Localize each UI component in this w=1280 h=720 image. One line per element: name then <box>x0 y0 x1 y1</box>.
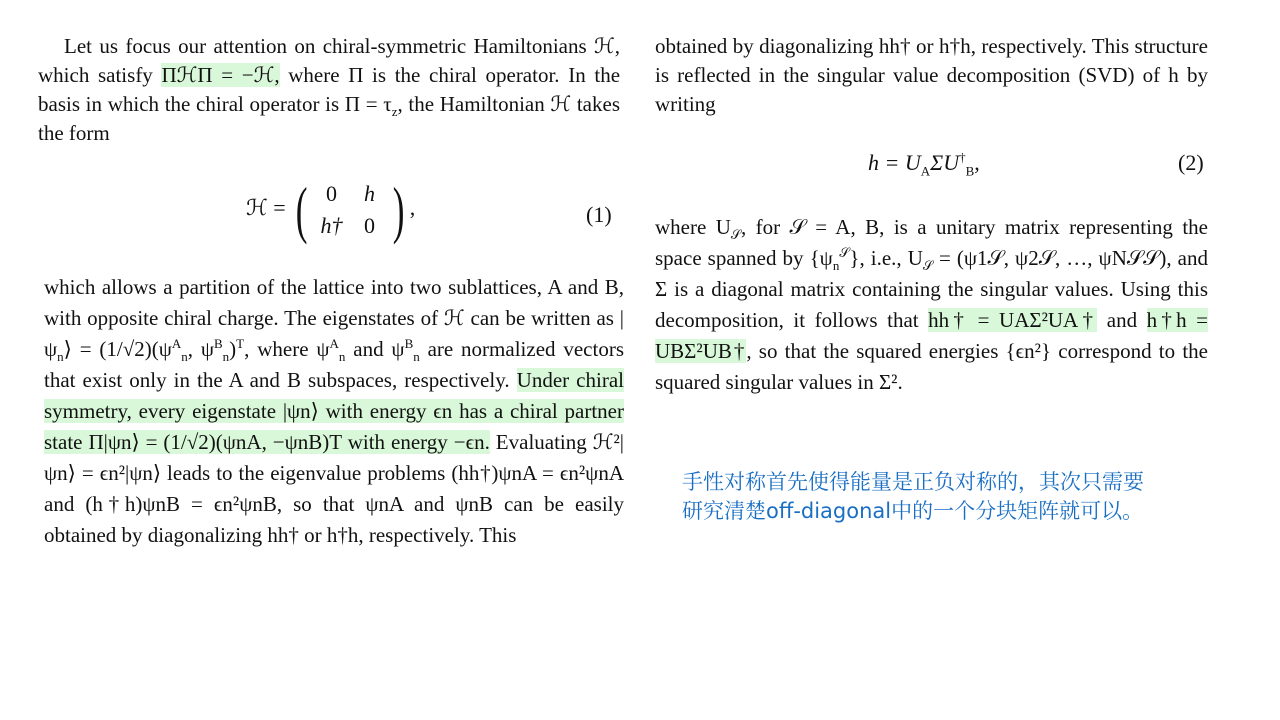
eq1-tail: , <box>409 195 416 221</box>
tau-subscript: z <box>391 104 398 120</box>
left-second-paragraph <box>44 272 624 551</box>
sub-n2: n <box>222 349 230 365</box>
eq2-mid: ΣU <box>930 150 960 175</box>
eq2-dag: † <box>959 149 966 165</box>
intro-line-1: Let us focus our attention on chiral-symmetric <box>64 34 467 58</box>
rp2-10: , so that the squared energies {ϵn²} correspond to the squared singular values in Σ². <box>655 339 1208 394</box>
eq2-tail: , <box>974 150 980 175</box>
rp2-4: n <box>832 258 840 274</box>
sub-n4: n <box>413 349 420 365</box>
rp2-6: }, i.e., U <box>849 246 923 270</box>
right-para1: obtained by diagonalizing hh† or h†h, respectively. This structure is reflected in the singular value decomposition (SVD) of h by writing <box>655 34 1208 116</box>
sub-n1: n <box>181 349 188 365</box>
intro-line-4: , the Hamiltonian ℋ takes the form <box>38 92 620 145</box>
note-line-2: 研究清楚off-diagonal中的一个分块矩阵就可以。 <box>682 499 1144 523</box>
right-first-paragraph <box>655 32 1208 119</box>
annotation-note <box>682 468 1222 526</box>
psi-n-sub: n <box>57 349 64 365</box>
sup-b2: B <box>404 336 414 351</box>
chiral-partner-highlight: Under chiral symmetry, every eigenstate |ψn⟩ with energy ϵn has a chiral partner state Π|ψn⟩ = (1/√2)(ψnA, −ψnB)T with energy −ϵn. <box>44 368 624 454</box>
m22: 0 <box>363 213 375 238</box>
m21: h† <box>320 213 343 238</box>
sup-a2: A <box>329 336 339 351</box>
sup-a: A <box>171 336 182 351</box>
rp2-9: and <box>1097 308 1138 332</box>
para2-p: are normalized vectors that exist only in the A and B subspaces, respectively. <box>44 337 624 392</box>
m12: h <box>363 181 375 206</box>
matrix-entries <box>312 181 388 239</box>
para2-before: which allows a partition of the lattice into two sublattices, A and B, with opposite chiral charge. The eigenstates of ℋ can be written as |ψ <box>44 275 624 361</box>
intro-line-2: Hamiltonians ℋ, which satisfy <box>38 34 621 87</box>
sup-t: T <box>236 336 245 351</box>
eq1-matrix: ( 0 h h† 0 ) <box>295 174 405 245</box>
equation-1 <box>246 174 416 245</box>
rp2-1: where U <box>655 215 731 239</box>
para2-b: ⟩ = (1/√2)(ψ <box>63 337 172 361</box>
left-intro-paragraph <box>38 32 620 148</box>
right-second-paragraph <box>655 212 1208 398</box>
m11: 0 <box>325 181 337 206</box>
para2-j: , where ψ <box>244 337 330 361</box>
eq2-text: h = U <box>868 150 921 175</box>
eq2-sub-a: A <box>920 163 931 179</box>
rp2-7: 𝒮 <box>922 258 933 274</box>
sub-n3: n <box>338 349 346 365</box>
para2-h: ) <box>229 337 237 361</box>
para2-after: Evaluating ℋ²|ψn⟩ = ϵn²|ψn⟩ leads to the eigenvalue problems (hh†)ψnA = ϵn²ψnA and (h†h)ψnB = ϵn²ψnB, so that ψnA and ψnB can be easily obtained by diagonalizing hh† or h†h, respectively. This <box>44 430 624 547</box>
rp2-5: 𝒮 <box>839 245 850 260</box>
sup-b: B <box>214 336 223 351</box>
svd-highlight-b: h†h = UBΣ²UB† <box>655 308 1208 363</box>
equation-1-number: (1) <box>586 202 612 227</box>
equation-2 <box>868 149 980 179</box>
intro-line-3: where Π is the chiral operator. In the basis in which the chiral operator is Π = τ <box>38 63 621 116</box>
chiral-condition-highlight: ΠℋΠ = −ℋ, <box>161 63 280 87</box>
rp2-3: , for 𝒮 = A, B, is a unitary matrix representing the space spanned by {ψ <box>655 215 1208 270</box>
equation-2-number: (2) <box>1178 150 1204 175</box>
rp2-2: 𝒮 <box>730 227 741 243</box>
rp2-8: = (ψ1𝒮, ψ2𝒮, …, ψN𝒮𝒮), and Σ is a diagonal matrix containing the singular values. Using this decomposition, it follows that <box>655 246 1208 332</box>
svd-highlight-a: hh† = UAΣ²UA† <box>928 308 1098 332</box>
para2-e: , ψ <box>187 337 214 361</box>
note-line-1: 手性对称首先使得能量是正负对称的，其次只需要 <box>682 470 1144 494</box>
eq1-lhs: ℋ = <box>246 195 286 221</box>
para2-m: and ψ <box>345 337 405 361</box>
eq2-sub-b: B <box>965 163 975 179</box>
